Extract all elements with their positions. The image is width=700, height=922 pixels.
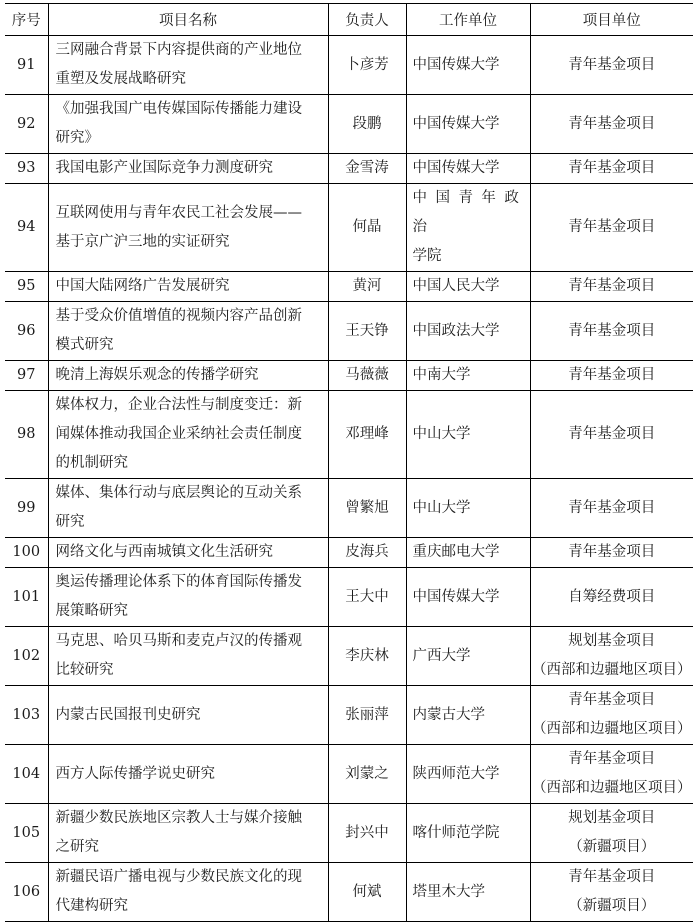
leader-name: 邓理峰 [328, 391, 406, 479]
document-page [5, 3, 693, 922]
leader-name: 曾繁旭 [328, 479, 406, 538]
project-type-line: 青年基金项目 [568, 56, 656, 73]
project-type-cell [530, 95, 693, 154]
project-name-line: 研究》 [55, 130, 99, 146]
row-number: 91 [5, 36, 48, 95]
row-number: 100 [5, 538, 48, 568]
work-unit-line: 中国青年政治 [412, 190, 524, 235]
row-number: 101 [5, 568, 48, 627]
project-name-line: 三网融合背景下内容提供商的产业地位 [55, 42, 302, 58]
work-unit-cell [406, 272, 530, 302]
leader-name: 段鹏 [328, 95, 406, 154]
row-number: 103 [5, 686, 48, 745]
project-type-line: 青年基金项目 [568, 160, 656, 176]
project-name-line: 媒体权力，企业合法性与制度变迁：新 [55, 397, 302, 413]
row-number: 92 [5, 95, 48, 154]
work-unit-line: 塔里木大学 [412, 883, 485, 900]
leader-name: 刘蒙之 [328, 745, 406, 804]
project-type-cell [530, 568, 693, 627]
work-unit-cell [406, 479, 530, 538]
project-name-line: 的机制研究 [55, 455, 128, 471]
work-unit-cell [406, 745, 530, 804]
header-leader: 负责人 [328, 4, 406, 36]
project-type-cell [530, 154, 693, 184]
project-name-line: 西方人际传播学说史研究 [55, 765, 215, 782]
work-unit-line: 重庆邮电大学 [412, 544, 500, 560]
row-number: 94 [5, 184, 48, 272]
table-row [5, 302, 693, 361]
table-header-row [5, 4, 693, 36]
project-name-line: 代建构研究 [55, 898, 128, 914]
project-type-line: 青年基金项目 [568, 115, 656, 132]
project-name-cell [48, 272, 328, 302]
project-type-line: 青年基金项目 [568, 869, 656, 885]
project-type-line: 青年基金项目 [568, 692, 656, 708]
work-unit-cell [406, 804, 530, 863]
project-type-line: （西部和边疆地区项目） [532, 662, 692, 678]
project-type-cell [530, 391, 693, 479]
row-number: 105 [5, 804, 48, 863]
project-name-line: 奥运传播理论体系下的体育国际传播发 [55, 574, 302, 590]
project-type-cell [530, 745, 693, 804]
work-unit-cell [406, 627, 530, 686]
project-type-line: （新疆项目） [568, 839, 656, 855]
project-name-line: 马克思、哈贝马斯和麦克卢汉的传播观 [55, 633, 302, 649]
leader-name: 金雪涛 [328, 154, 406, 184]
project-type-line: 自筹经费项目 [568, 588, 656, 605]
table-row [5, 538, 693, 568]
table-row [5, 745, 693, 804]
table-body [5, 36, 693, 922]
project-type-line: 青年基金项目 [568, 499, 656, 516]
project-name-line: 重塑及发展战略研究 [55, 71, 186, 87]
header-number: 序号 [5, 4, 48, 36]
table-row [5, 568, 693, 627]
project-name-cell [48, 391, 328, 479]
table-row [5, 391, 693, 479]
table-row [5, 627, 693, 686]
project-type-line: 青年基金项目 [568, 367, 656, 383]
leader-name: 马薇薇 [328, 361, 406, 391]
project-name-cell [48, 361, 328, 391]
table-row [5, 36, 693, 95]
project-type-cell [530, 686, 693, 745]
table-row [5, 95, 693, 154]
project-name-cell [48, 538, 328, 568]
project-name-cell [48, 36, 328, 95]
leader-name: 何斌 [328, 863, 406, 922]
row-number: 93 [5, 154, 48, 184]
project-name-cell [48, 479, 328, 538]
project-type-cell [530, 804, 693, 863]
project-type-line: 规划基金项目 [568, 633, 656, 649]
project-name-line: 网络文化与西南城镇文化生活研究 [55, 544, 273, 560]
project-name-cell [48, 627, 328, 686]
work-unit-cell [406, 538, 530, 568]
project-type-line: 青年基金项目 [568, 278, 656, 294]
project-table [5, 3, 693, 922]
leader-name: 卜彦芳 [328, 36, 406, 95]
work-unit-line: 中山大学 [412, 426, 471, 442]
leader-name: 李庆林 [328, 627, 406, 686]
table-row [5, 804, 693, 863]
row-number: 97 [5, 361, 48, 391]
header-project-name: 项目名称 [48, 4, 328, 36]
row-number: 106 [5, 863, 48, 922]
work-unit-cell [406, 863, 530, 922]
project-type-cell [530, 479, 693, 538]
project-name-cell [48, 154, 328, 184]
table-row [5, 479, 693, 538]
project-type-line: （西部和边疆地区项目） [532, 780, 692, 796]
project-name-line: 闻媒体推动我国企业采纳社会责任制度 [55, 426, 302, 442]
leader-name: 王大中 [328, 568, 406, 627]
project-type-line: 青年基金项目 [568, 426, 656, 442]
project-type-line: 青年基金项目 [568, 219, 656, 235]
work-unit-line: 陕西师范大学 [412, 765, 500, 782]
work-unit-line: 中国政法大学 [412, 322, 500, 339]
row-number: 98 [5, 391, 48, 479]
table-row [5, 184, 693, 272]
project-name-cell [48, 745, 328, 804]
project-name-line: 之研究 [55, 839, 99, 855]
leader-name: 黄河 [328, 272, 406, 302]
project-type-line: 青年基金项目 [568, 751, 656, 767]
work-unit-line: 内蒙古大学 [412, 706, 485, 723]
project-type-cell [530, 361, 693, 391]
project-name-cell [48, 95, 328, 154]
project-name-line: 基于受众价值增值的视频内容产品创新 [55, 308, 302, 324]
row-number: 95 [5, 272, 48, 302]
leader-name: 王天铮 [328, 302, 406, 361]
project-name-cell [48, 184, 328, 272]
work-unit-line: 喀什师范学院 [412, 824, 500, 841]
project-type-cell [530, 36, 693, 95]
project-type-line: （新疆项目） [568, 898, 656, 914]
work-unit-line: 中国传媒大学 [412, 56, 500, 73]
row-number: 99 [5, 479, 48, 538]
project-name-line: 中国大陆网络广告发展研究 [55, 278, 230, 294]
project-name-line: 模式研究 [55, 337, 114, 353]
project-type-cell [530, 538, 693, 568]
project-type-line: 规划基金项目 [568, 810, 656, 826]
work-unit-line: 中国传媒大学 [412, 588, 500, 605]
project-name-line: 新疆民语广播电视与少数民族文化的现 [55, 869, 302, 885]
project-type-line: 青年基金项目 [568, 322, 656, 339]
work-unit-line: 中国人民大学 [412, 278, 500, 294]
work-unit-cell [406, 568, 530, 627]
project-name-cell [48, 863, 328, 922]
work-unit-cell [406, 95, 530, 154]
header-work-unit: 工作单位 [406, 4, 530, 36]
work-unit-line: 广西大学 [412, 647, 471, 664]
work-unit-cell [406, 154, 530, 184]
row-number: 104 [5, 745, 48, 804]
header-project-type: 项目单位 [530, 4, 693, 36]
project-name-line: 我国电影产业国际竞争力测度研究 [55, 160, 273, 176]
table-row [5, 361, 693, 391]
work-unit-cell [406, 36, 530, 95]
work-unit-line: 中国传媒大学 [412, 160, 500, 176]
project-name-line: 媒体、集体行动与底层舆论的互动关系 [55, 485, 302, 501]
work-unit-line: 中国传媒大学 [412, 115, 500, 132]
project-name-line: 晚清上海娱乐观念的传播学研究 [55, 367, 259, 383]
work-unit-cell [406, 184, 530, 272]
work-unit-cell [406, 391, 530, 479]
row-number: 96 [5, 302, 48, 361]
work-unit-cell [406, 361, 530, 391]
project-name-line: 互联网使用与青年农民工社会发展—— [55, 204, 302, 221]
table-row [5, 154, 693, 184]
work-unit-line: 学院 [412, 248, 442, 264]
table-row [5, 863, 693, 922]
project-type-line: 青年基金项目 [568, 544, 656, 560]
leader-name: 皮海兵 [328, 538, 406, 568]
project-type-cell [530, 863, 693, 922]
work-unit-cell [406, 302, 530, 361]
project-name-line: 研究 [55, 514, 85, 530]
work-unit-line: 中南大学 [412, 367, 471, 383]
project-name-line: 比较研究 [55, 662, 114, 678]
project-name-line: 展策略研究 [55, 603, 128, 619]
work-unit-line: 中山大学 [412, 499, 471, 516]
project-name-cell [48, 804, 328, 863]
table-row [5, 686, 693, 745]
project-type-line: （西部和边疆地区项目） [532, 721, 692, 737]
project-name-line: 内蒙古民国报刊史研究 [55, 706, 201, 723]
work-unit-cell [406, 686, 530, 745]
leader-name: 封兴中 [328, 804, 406, 863]
leader-name: 何晶 [328, 184, 406, 272]
project-type-cell [530, 184, 693, 272]
project-type-cell [530, 627, 693, 686]
row-number: 102 [5, 627, 48, 686]
project-name-line: 《加强我国广电传媒国际传播能力建设 [55, 101, 302, 117]
project-name-cell [48, 568, 328, 627]
project-name-cell [48, 686, 328, 745]
project-name-cell [48, 302, 328, 361]
project-type-cell [530, 272, 693, 302]
table-row [5, 272, 693, 302]
leader-name: 张丽萍 [328, 686, 406, 745]
project-type-cell [530, 302, 693, 361]
project-name-line: 新疆少数民族地区宗教人士与媒介接触 [55, 810, 302, 826]
project-name-line: 基于京广沪三地的实证研究 [55, 233, 230, 250]
